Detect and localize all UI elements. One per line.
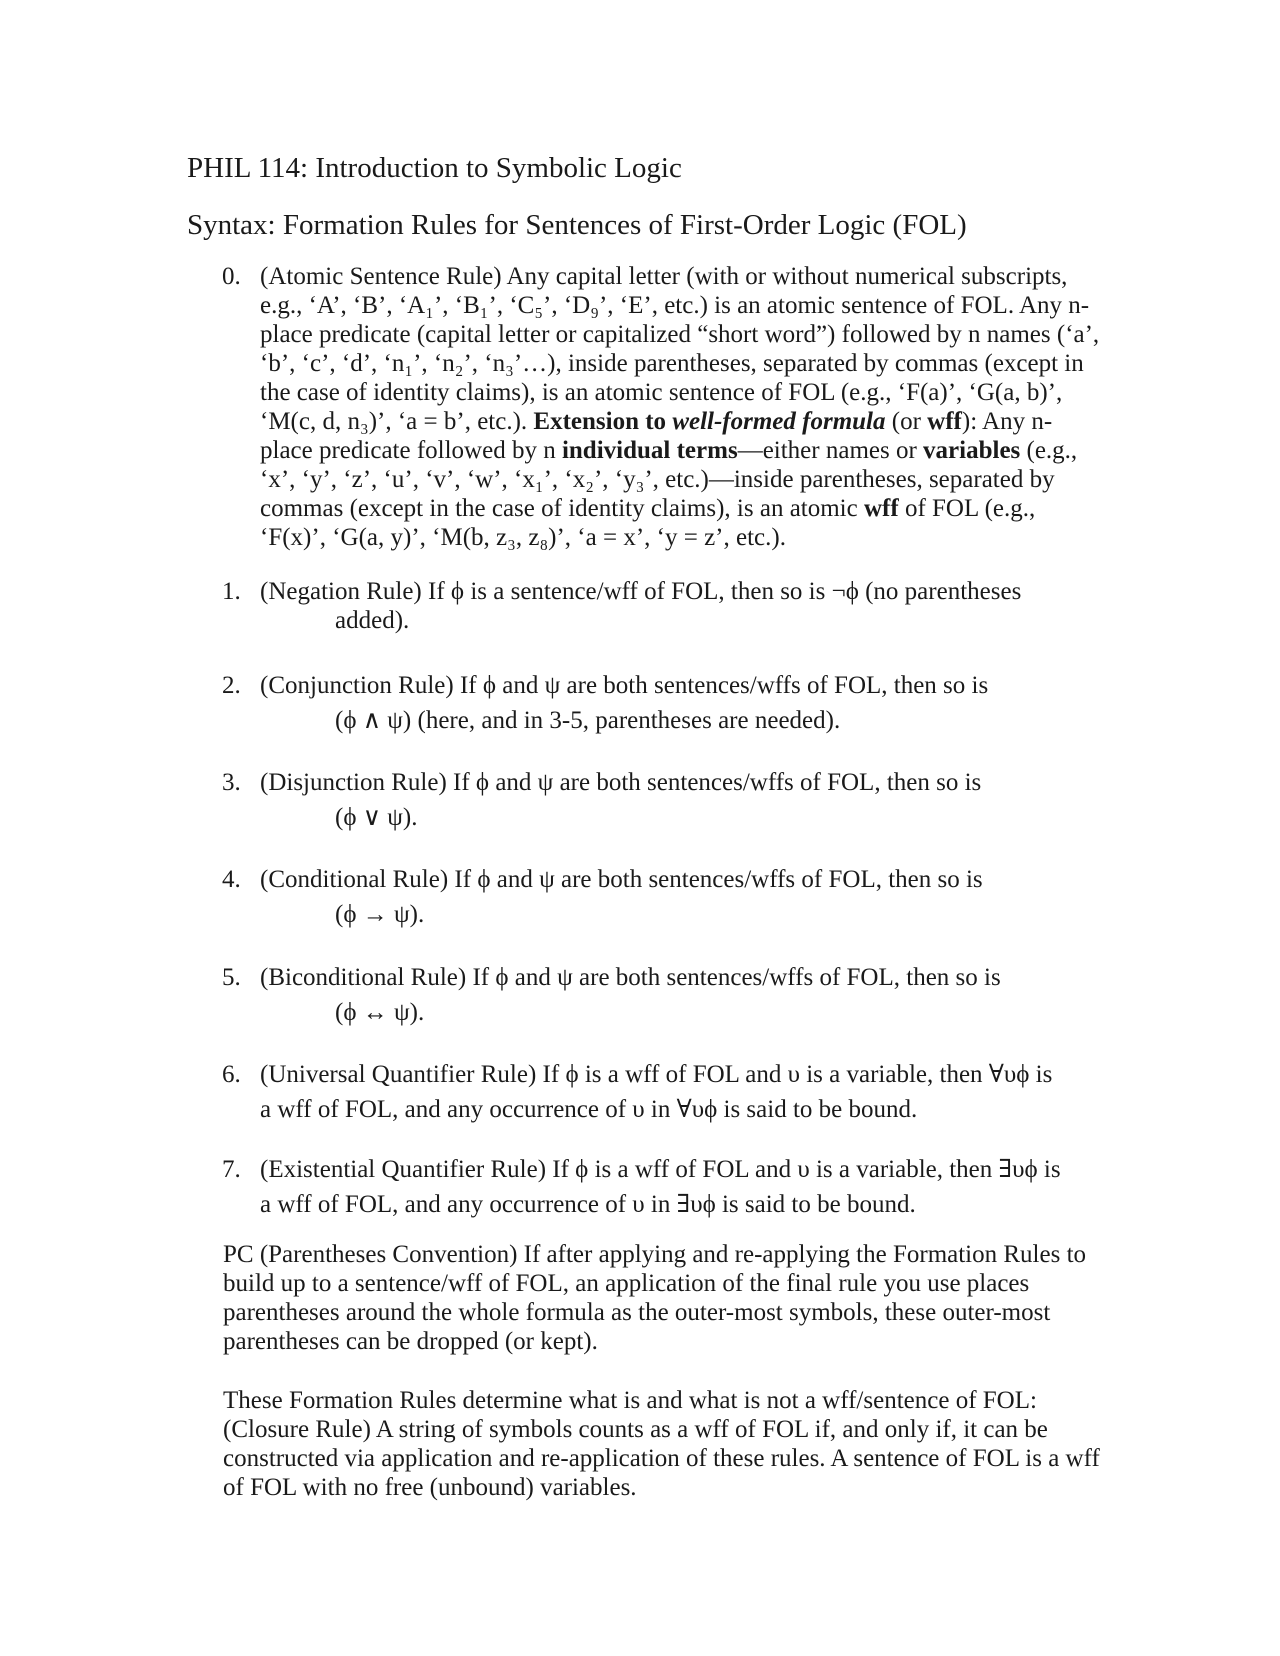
rule-atomic-sentence (222, 262, 1102, 552)
rule-line-continued: a wff of FOL, and any occurrence of υ in ∃υϕ is said to be bound. (260, 1191, 916, 1218)
rule-line: (Conjunction Rule) If ϕ and ψ are both sentences/wffs of FOL, then so is (260, 672, 989, 699)
rule-number: 5. (222, 964, 241, 991)
rule-line: (Negation Rule) If ϕ is a sentence/wff of FOL, then so is ¬ϕ (no parentheses (260, 578, 1022, 605)
rule-text (260, 765, 1102, 835)
rule-universal-quantifier (222, 1057, 1102, 1127)
rule-biconditional (222, 960, 1102, 1030)
rule-line: (Universal Quantifier Rule) If ϕ is a wff of FOL and υ is a variable, then ∀υϕ is (260, 1061, 1053, 1088)
rule-line: (Biconditional Rule) If ϕ and ψ are both sentences/wffs of FOL, then so is (260, 964, 1001, 991)
rule-text (260, 960, 1102, 1030)
rule-line: (Conditional Rule) If ϕ and ψ are both sentences/wffs of FOL, then so is (260, 866, 983, 893)
rule-text (260, 1152, 1102, 1222)
rule-text (260, 262, 1102, 552)
rule-negation (222, 577, 1102, 635)
rule-text (260, 862, 1102, 932)
wff-abbrev: wff (863, 495, 899, 522)
rule-line: (Disjunction Rule) If ϕ and ψ are both sentences/wffs of FOL, then so is (260, 769, 982, 796)
rule-number: 6. (222, 1061, 241, 1088)
rule-text-part: of FOL (e.g., ‘F(x)’, ‘G(a, y)’, ‘M(b, z₃, z₈)’, ‘a = x’, ‘y = z’, etc.). (260, 495, 1036, 551)
rule-text-part: (or (885, 408, 928, 435)
course-title: PHIL 114: Introduction to Symbolic Logic (187, 152, 682, 184)
rule-number: 2. (222, 672, 241, 699)
rule-line-continued: (ϕ ∧ ψ) (here, and in 3-5, parentheses are needed). (335, 707, 841, 734)
rule-number: 0. (222, 263, 241, 290)
rule-number: 3. (222, 769, 241, 796)
rule-line-continued: (ϕ → ψ). (335, 901, 425, 928)
wff-term: well-formed formula (672, 408, 886, 435)
rule-line: (Existential Quantifier Rule) If ϕ is a wff of FOL and υ is a variable, then ∃υϕ is (260, 1156, 1061, 1183)
closure-rule-paragraph: These Formation Rules determine what is and what is not a wff/sentence of FOL: (Closure Rule) A string of symbols counts as a wff of FOL if, and only if, it can be constructed via application and re-application of these rules. A sentence of FOL is a wff of FOL with no free (unbound) variables. (223, 1387, 1100, 1501)
rule-number: 4. (222, 866, 241, 893)
rule-line-continued: (ϕ ↔ ψ). (335, 999, 425, 1026)
rule-line-continued: added). (335, 607, 410, 634)
rule-number: 7. (222, 1156, 241, 1183)
rule-conditional (222, 862, 1102, 932)
individual-terms-term: individual terms (561, 437, 738, 464)
rule-text-part: —either names or (737, 437, 924, 464)
rule-text-part: (e.g., ‘x’, ‘y’, ‘z’, ‘u’, ‘v’, ‘w’, ‘x₁’, ‘x₂’, ‘y₃’, etc.)—inside parentheses, separated by commas (except in the case of identity claims), is an atomic (260, 437, 1078, 522)
rule-number: 1. (222, 578, 241, 605)
rule-conjunction (222, 668, 1102, 738)
rule-text (260, 577, 1102, 635)
rule-text-part: (Atomic Sentence Rule) Any capital letter (with or without numerical subscripts, e.g., ‘A’, ‘B’, ‘A₁’, ‘B₁’, ‘C₅’, ‘D₉’, ‘E’, etc.) is an atomic sentence of FOL. Any n-place predicate (capital letter or capitalized “short word”) followed by n names (‘a’, ‘b’, ‘c’, ‘d’, ‘n₁’, ‘n₂’, ‘n₃’…), inside parentheses, separated by commas (except in the case of identity claims), is an atomic sentence of FOL (e.g., ‘F(a)’, ‘G(a, b)’, ‘M(c, d, n₃)’, ‘a = b’, etc.). (260, 263, 1100, 435)
document-subtitle: Syntax: Formation Rules for Sentences of First-Order Logic (FOL) (187, 209, 967, 241)
rule-line-continued: (ϕ ∨ ψ). (335, 804, 418, 831)
rule-text (260, 668, 1102, 738)
rule-text-part: ): Any n-place predicate followed by n (260, 408, 1053, 464)
wff-abbrev: wff (927, 408, 962, 435)
extension-label: Extension to (533, 408, 673, 435)
rule-text (260, 1057, 1102, 1127)
variables-term: variables (923, 437, 1021, 464)
rule-disjunction (222, 765, 1102, 835)
rule-line-continued: a wff of FOL, and any occurrence of υ in ∀υϕ is said to be bound. (260, 1096, 918, 1123)
rule-existential-quantifier (222, 1152, 1102, 1222)
parentheses-convention-paragraph: PC (Parentheses Convention) If after applying and re-applying the Formation Rules to build up to a sentence/wff of FOL, an application of the final rule you use places parentheses around the whole formula as the outer-most symbols, these outer-most parentheses can be dropped (or kept). (223, 1241, 1087, 1355)
